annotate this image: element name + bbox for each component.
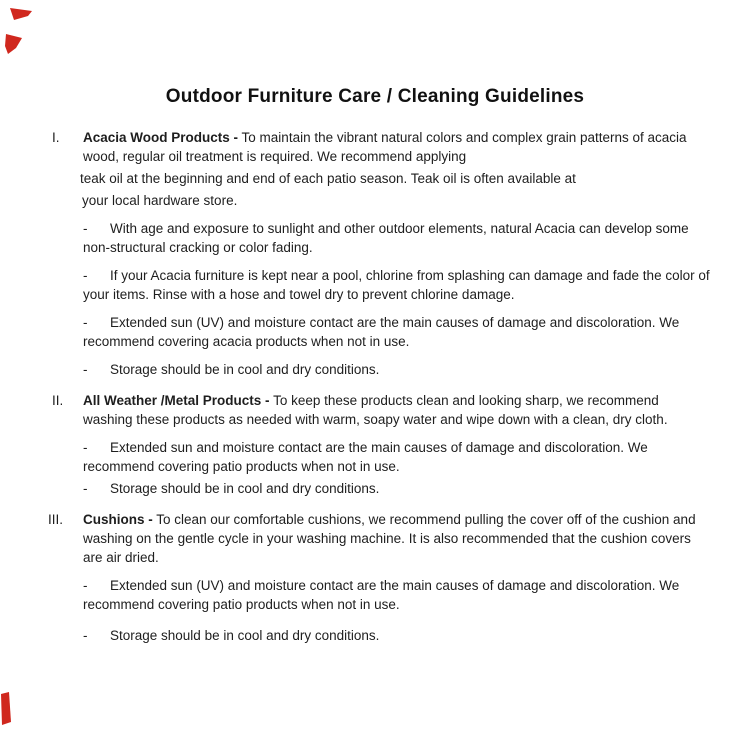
section-intro-text: To clean our comfortable cushions, we recommend pulling the cover off of the cushion and washing on the gentle cycle in your washing machine. It is also recommended that the cushion covers are air dried. — [83, 512, 696, 565]
document-body — [48, 128, 712, 645]
bullet-text: Storage should be in cool and dry conditions. — [110, 628, 380, 643]
section-intro-text: To keep these products clean and looking sharp, we recommend washing these products as needed with warm, soapy water and wipe down with a clean, dry cloth. — [83, 393, 668, 427]
section-lead — [52, 391, 712, 429]
section-cushions — [48, 510, 712, 645]
bullet-marker: - — [83, 440, 88, 455]
red-scribble-mark-bottom — [0, 692, 16, 726]
section-heading: Acacia Wood Products - — [83, 130, 239, 145]
bullet-marker: - — [83, 628, 88, 643]
bullet-item — [83, 626, 712, 645]
section-all-weather-metal — [52, 391, 712, 498]
bullet-item — [83, 360, 712, 379]
bullet-text: With age and exposure to sunlight and other outdoor elements, natural Acacia can develop some non-structural cracking or color fading. — [83, 221, 689, 255]
bullet-text: Extended sun and moisture contact are the main causes of damage and discoloration. We recommend covering patio products when not in use. — [83, 440, 648, 474]
bullet-text: Extended sun (UV) and moisture contact are the main causes of damage and discoloration. We recommend covering patio products when not in use. — [83, 578, 680, 612]
bullet-item — [83, 438, 712, 476]
section-intro-text: To maintain the vibrant natural colors and complex grain patterns of acacia wood, regular oil treatment is required. We recommend applying — [83, 130, 687, 164]
section-acacia-wood — [52, 128, 712, 379]
bullet-item — [83, 313, 712, 351]
bullet-text: Storage should be in cool and dry conditions. — [110, 481, 380, 496]
bullet-marker: - — [83, 578, 88, 593]
bullet-marker: - — [83, 481, 88, 496]
bullet-item — [83, 479, 712, 498]
bullet-item — [83, 219, 712, 257]
bullet-text: Storage should be in cool and dry conditions. — [110, 362, 380, 377]
section-lead — [52, 128, 712, 166]
bullet-marker: - — [83, 315, 88, 330]
section-numeral: II. — [52, 393, 64, 408]
intro-line: teak oil at the beginning and end of each patio season. Teak oil is often available at — [80, 171, 576, 186]
section-heading: All Weather /Metal Products - — [83, 393, 270, 408]
section-lead — [48, 510, 712, 567]
bullet-marker: - — [83, 362, 88, 377]
section-numeral: I. — [52, 130, 60, 145]
bullet-marker: - — [83, 221, 88, 236]
bullet-text: Extended sun (UV) and moisture contact are the main causes of damage and discoloration. We recommend covering acacia products when not in use. — [83, 315, 680, 349]
page-title: Outdoor Furniture Care / Cleaning Guidelines — [165, 86, 585, 107]
bullet-marker: - — [83, 268, 88, 283]
bullet-item — [83, 576, 712, 614]
bullet-item — [83, 266, 712, 304]
bullet-text: If your Acacia furniture is kept near a pool, chlorine from splashing can damage and fade the color of your items. Rinse with a hose and towel dry to prevent chlorine damage. — [83, 268, 710, 302]
section-heading: Cushions - — [83, 512, 153, 527]
section-numeral: III. — [48, 512, 64, 527]
red-scribble-mark-top — [4, 4, 38, 58]
intro-line: your local hardware store. — [82, 193, 238, 208]
